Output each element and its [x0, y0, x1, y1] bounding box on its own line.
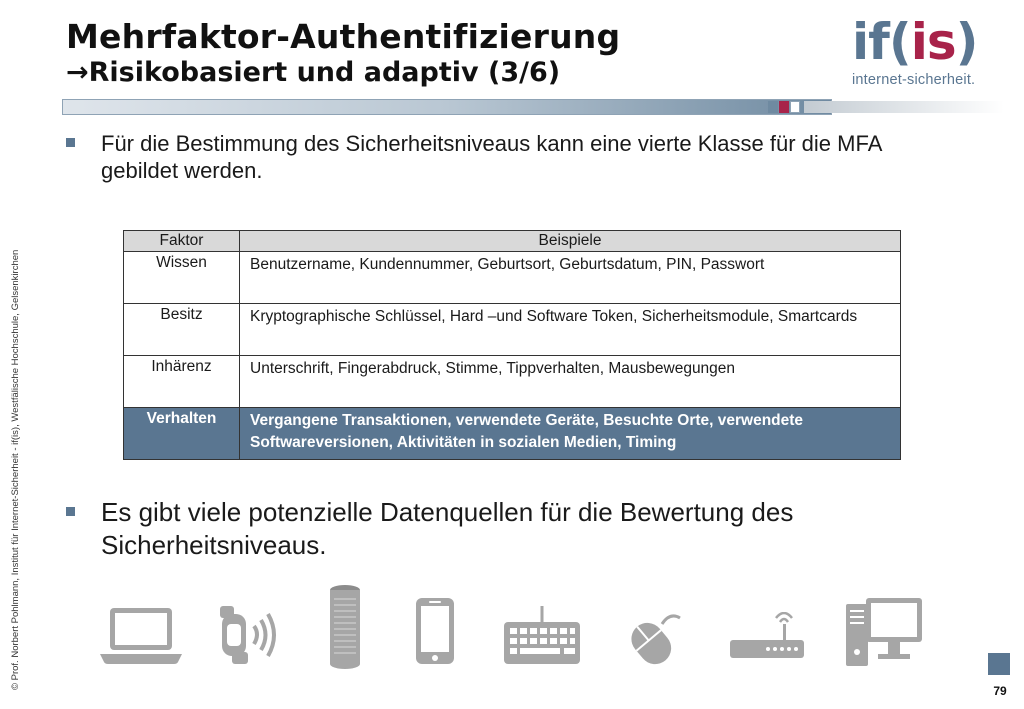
logo-subtitle: internet-sicherheit. [852, 72, 976, 88]
page-number-box [988, 653, 1010, 675]
table-row [124, 304, 901, 356]
table-header-row [124, 231, 901, 252]
table-row [124, 252, 901, 304]
mouse-icon [624, 610, 686, 666]
page-number: 79 [993, 684, 1007, 698]
table-row-highlighted [124, 408, 901, 460]
table-cell-examples: Benutzername, Kundennummer, Geburtsort, Geburtsdatum, PIN, Passwort [240, 252, 901, 304]
laptop-icon [100, 604, 182, 666]
table-cell-factor: Wissen [124, 252, 240, 304]
bullet-square-icon [66, 507, 75, 516]
bullet-text: Es gibt viele potenzielle Datenquellen für die Bewertung des Sicherheitsniveaus. [101, 497, 794, 560]
table-row [124, 356, 901, 408]
slide-title: Mehrfaktor-Authentifizierung [66, 17, 621, 56]
table-header-cell: Beispiele [240, 231, 901, 252]
bullet-text: Für die Bestimmung des Sicherheitsniveaus kann eine vierte Klasse für die MFA gebildet werden. [101, 131, 882, 183]
table-cell-examples: Vergangene Transaktionen, verwendete Geräte, Besuchte Orte, verwendete Softwareversionen, Aktivitäten in sozialen Medien, Timing [240, 408, 901, 460]
keyboard-icon [502, 604, 582, 666]
title-bar-squares [768, 101, 801, 113]
table-header-cell: Faktor [124, 231, 240, 252]
smartwatch-icon [218, 602, 280, 668]
arrow-icon: → [66, 57, 89, 88]
smart-speaker-icon [328, 584, 362, 670]
router-icon [728, 612, 806, 664]
table-cell-factor: Verhalten [124, 408, 240, 460]
slide-subtitle [66, 56, 620, 90]
logo-mark: if(is) [852, 13, 978, 71]
bullet-square-icon [66, 138, 75, 147]
ifis-logo [852, 12, 992, 94]
bullet-item [66, 130, 906, 184]
table-cell-examples: Kryptographische Schlüssel, Hard –und Software Token, Sicherheitsmodule, Smartcards [240, 304, 901, 356]
table-cell-factor: Inhärenz [124, 356, 240, 408]
smartphone-icon [414, 596, 456, 666]
title-bar-fade [804, 101, 1004, 113]
title-divider-bar [62, 99, 832, 115]
slide-subtitle-text: Risikobasiert und adaptiv (3/6) [88, 57, 561, 88]
slide-title-block [66, 18, 620, 90]
desktop-computer-icon [844, 596, 924, 668]
table-cell-examples: Unterschrift, Fingerabdruck, Stimme, Tippverhalten, Mausbewegungen [240, 356, 901, 408]
mfa-factor-table [123, 230, 901, 460]
bullet-item [66, 496, 906, 562]
copyright-sidebar: © Prof. Norbert Pohlmann, Institut für Internet-Sicherheit - if(is), Westfälische Hochschule, Gelsenkirchen [10, 249, 21, 690]
table-cell-factor: Besitz [124, 304, 240, 356]
device-icons-row [100, 582, 930, 672]
